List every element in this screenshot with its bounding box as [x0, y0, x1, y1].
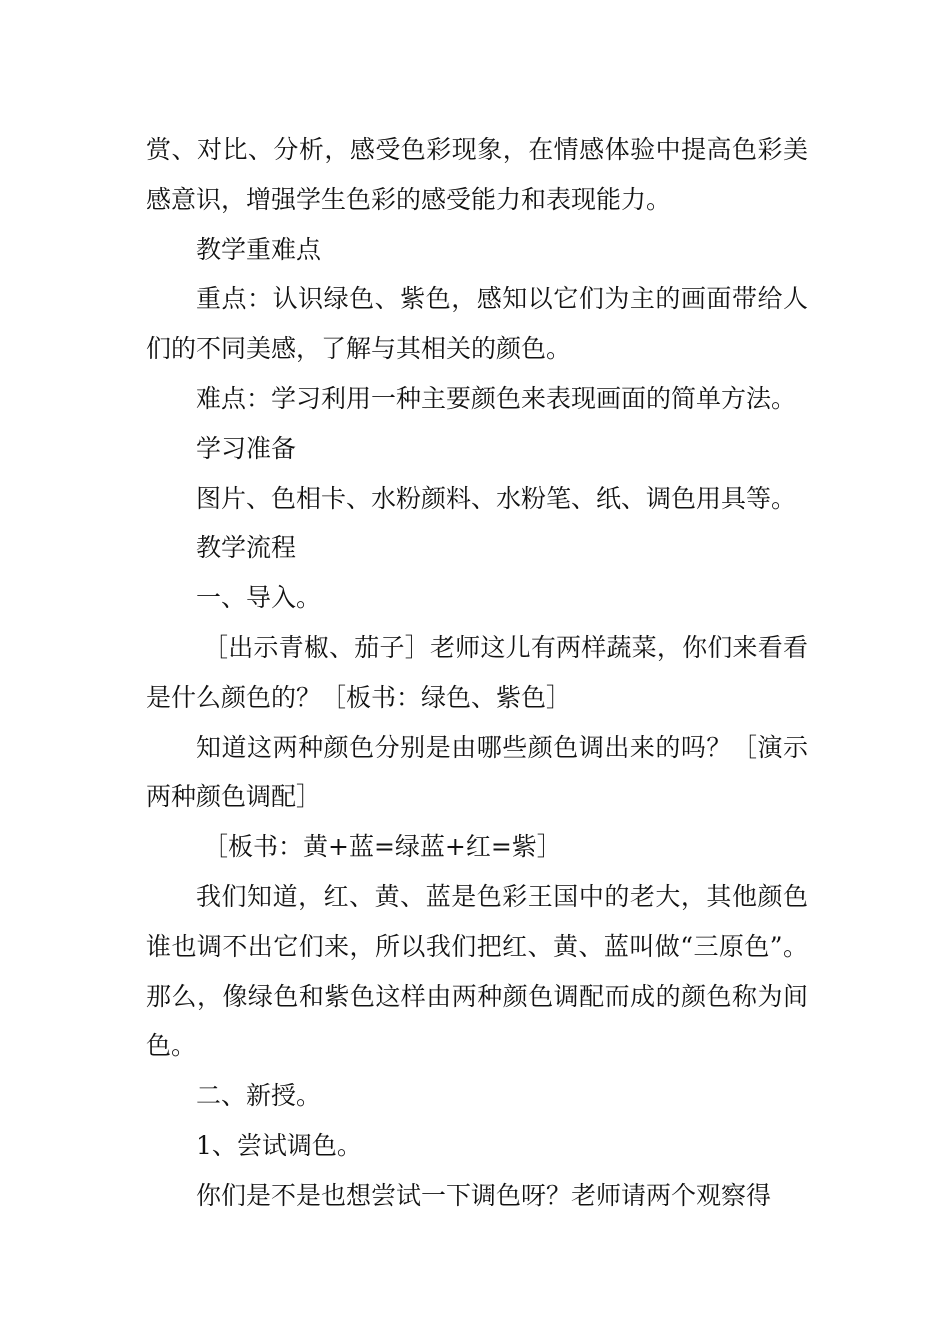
- document-body: [146, 125, 808, 1221]
- heading-new-lesson: 二、新授。: [196, 1081, 322, 1111]
- paragraph-continuation: 赏、对比、分析，感受色彩现象，在情感体验中提高色彩美感意识，增强学生色彩的感受能力和表现能力。: [146, 135, 808, 214]
- paragraph-materials: 图片、色相卡、水粉颜料、水粉笔、纸、调色用具等。: [196, 483, 797, 513]
- heading-key-difficult-points: 教学重难点: [196, 234, 322, 264]
- paragraph-key-points: 重点：认识绿色、紫色，感知以它们为主的画面带给人们的不同美感，了解与其相关的颜色。: [146, 284, 808, 364]
- heading-teaching-process: 教学流程: [196, 533, 297, 563]
- paragraph-difficult-points: 难点：学习利用一种主要颜色来表现画面的简单方法。: [196, 383, 797, 413]
- heading-try-mixing: 1、尝试调色。: [196, 1130, 362, 1160]
- paragraph-primary-colors: 我们知道，红、黄、蓝是色彩王国中的老大，其他颜色谁也调不出它们来，所以我们把红、黄、蓝叫做“三原色”。那么，像绿色和紫色这样由两种颜色调配而成的颜色称为间色。: [146, 881, 808, 1061]
- heading-preparation: 学习准备: [196, 433, 297, 463]
- paragraph-board-formula: ［板书：黄+蓝=绿蓝+红=紫］: [203, 832, 562, 862]
- paragraph-mixing-question: 知道这两种颜色分别是由哪些颜色调出来的吗？［演示两种颜色调配］: [146, 732, 808, 812]
- heading-introduction: 一、导入。: [196, 583, 322, 613]
- paragraph-try-mixing: 你们是不是也想尝试一下调色呀？老师请两个观察得: [196, 1180, 772, 1210]
- paragraph-show-vegetables: ［出示青椒、茄子］老师这儿有两样蔬菜，你们来看看是什么颜色的？［板书：绿色、紫色］: [146, 632, 808, 712]
